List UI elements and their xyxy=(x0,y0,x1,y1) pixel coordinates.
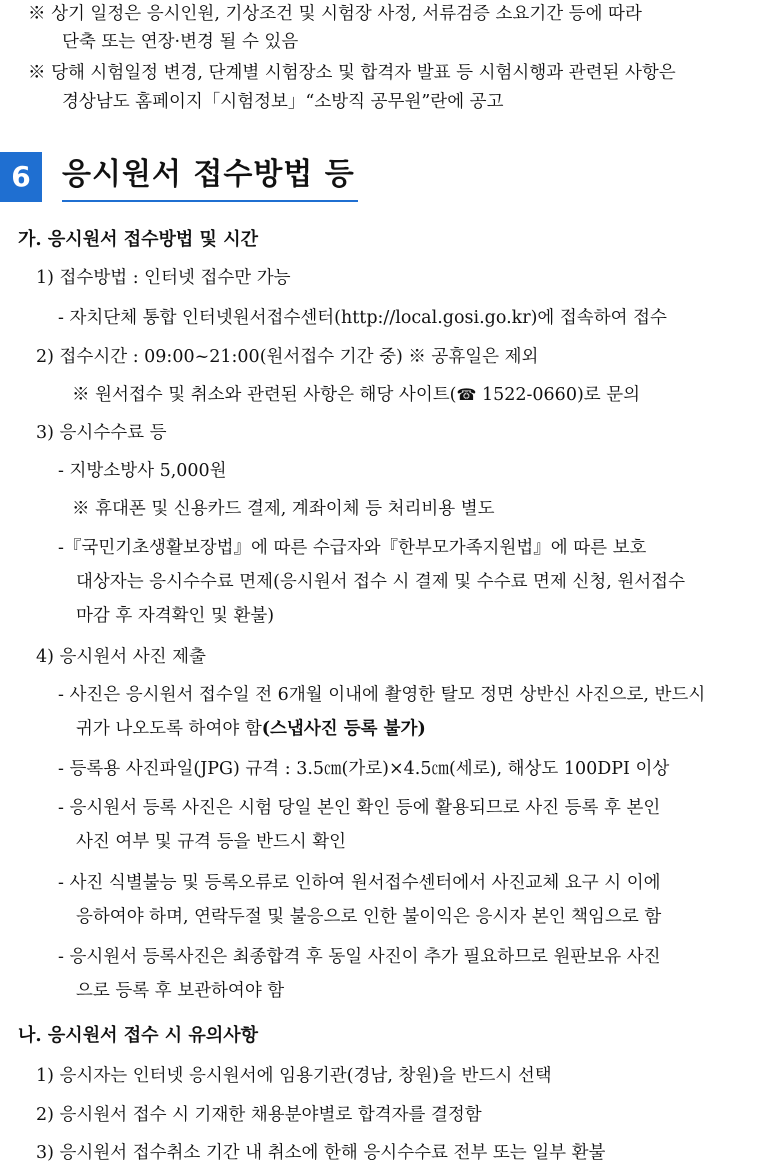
phone-icon: ☎ xyxy=(456,385,477,404)
heading-na: 나. 응시원서 접수 시 유의사항 xyxy=(18,1025,258,1046)
item-4-e-line-1: - 응시원서 등록사진은 최종합격 후 동일 사진이 추가 필요하므로 원판보유 사진 xyxy=(58,947,661,967)
item-1-sub: - 자치단체 통합 인터넷원서접수센터(http://local.gosi.go.kr)에 접속하여 접수 xyxy=(58,308,667,328)
note-2-line-1: ※ 당해 시험일정 변경, 단계별 시험장소 및 합격자 발표 등 시험시행과 관련된 사항은 xyxy=(28,63,676,83)
item-2-note-text-a: ※ 원서접수 및 취소와 관련된 사항은 해당 사이트( xyxy=(72,385,457,405)
note-2-line-2: 경상남도 홈페이지「시험정보」“소방직 공무원”란에 공고 xyxy=(62,92,504,112)
item-4-c-line-1: - 응시원서 등록 사진은 시험 당일 본인 확인 등에 활용되므로 사진 등록 후 본인 xyxy=(58,798,661,818)
item-4-d-line-2: 응하여야 하며, 연락두절 및 불응으로 인한 불이익은 응시자 본인 책임으로 함 xyxy=(76,907,662,927)
item-2-time: 2) 접수시간 : 09:00~21:00(원서접수 기간 중) ※ 공휴일은 제외 xyxy=(36,347,539,367)
item-4-a-line-1: - 사진은 응시원서 접수일 전 6개월 이내에 촬영한 탈모 정면 상반신 사진으로, 반드시 xyxy=(58,685,706,705)
item-4-photo: 4) 응시원서 사진 제출 xyxy=(36,647,206,667)
item-3-note: ※ 휴대폰 및 신용카드 결제, 계좌이체 등 처리비용 별도 xyxy=(72,499,495,519)
item-3-b-line-1: -『국민기초생활보장법』에 따른 수급자와『한부모가족지원법』에 따른 보호 xyxy=(58,538,647,558)
section-title: 응시원서 접수방법 등 xyxy=(62,150,358,202)
item-4-a-line-2 xyxy=(76,717,426,741)
item-1-method: 1) 접수방법 : 인터넷 접수만 가능 xyxy=(36,268,291,288)
heading-ga: 가. 응시원서 접수방법 및 시간 xyxy=(18,229,258,250)
item-4-b: - 등록용 사진파일(JPG) 규격 : 3.5㎝(가로)×4.5㎝(세로), 해상도 100DPI 이상 xyxy=(58,759,670,779)
item-2-note xyxy=(72,383,640,407)
item-2-note-text-b: 1522-0660)로 문의 xyxy=(476,385,641,405)
item-4-c-line-2: 사진 여부 및 규격 등을 반드시 확인 xyxy=(76,832,347,852)
na-item-3: 3) 응시원서 접수취소 기간 내 취소에 한해 응시수수료 전부 또는 일부 환불 xyxy=(36,1143,606,1163)
item-4-a-line-2-bold: (스냅사진 등록 불가) xyxy=(261,719,426,739)
na-item-2: 2) 응시원서 접수 시 기재한 채용분야별로 합격자를 결정함 xyxy=(36,1105,482,1125)
note-1-line-2: 단축 또는 연장·변경 될 수 있음 xyxy=(62,32,299,52)
item-4-d-line-1: - 사진 식별불능 및 등록오류로 인하여 원서접수센터에서 사진교체 요구 시 이에 xyxy=(58,873,661,893)
item-3-b-line-3: 마감 후 자격확인 및 환불) xyxy=(76,606,275,626)
item-4-e-line-2: 으로 등록 후 보관하여야 함 xyxy=(76,981,285,1001)
item-3-fee: 3) 응시수수료 등 xyxy=(36,423,167,443)
note-1-line-1: ※ 상기 일정은 응시인원, 기상조건 및 시험장 사정, 서류검증 소요기간 등에 따라 xyxy=(28,4,642,24)
na-item-1: 1) 응시자는 인터넷 응시원서에 임용기관(경남, 창원)을 반드시 선택 xyxy=(36,1066,552,1086)
section-number-badge: 6 xyxy=(0,152,42,202)
item-3-a: - 지방소방사 5,000원 xyxy=(58,461,227,481)
item-4-a-line-2-text: 귀가 나오도록 하여야 함 xyxy=(76,719,262,739)
item-3-b-line-2: 대상자는 응시수수료 면제(응시원서 접수 시 결제 및 수수료 면제 신청, 원서접수 xyxy=(76,572,685,592)
